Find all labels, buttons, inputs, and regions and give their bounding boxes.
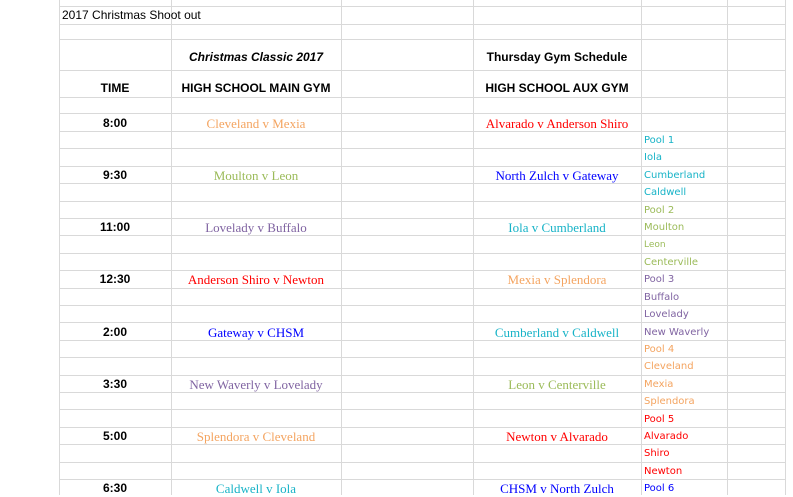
aux-gym-game: Leon v Centerville <box>508 377 606 392</box>
aux-gym-schedule-title: Thursday Gym Schedule <box>486 50 628 64</box>
pool-team: Centerville <box>644 257 699 268</box>
pool-heading: Pool 5 <box>644 414 675 425</box>
main-gym-game: Cleveland v Mexia <box>206 116 306 131</box>
aux-gym-game: Iola v Cumberland <box>508 220 606 235</box>
pool-team: Iola <box>644 152 662 163</box>
aux-gym-game: North Zulch v Gateway <box>495 168 619 183</box>
pool-heading: Pool 1 <box>644 135 675 146</box>
pool-team: New Waverly <box>644 327 710 338</box>
grid-row-line <box>59 201 786 202</box>
grid-row-line <box>59 97 786 98</box>
pool-team: Mexia <box>644 379 674 390</box>
sheet-title: 2017 Christmas Shoot out <box>62 8 201 22</box>
grid-row-line <box>59 70 786 71</box>
pool-team: Alvarado <box>644 431 689 442</box>
main-gym-game: Moulton v Leon <box>213 168 299 183</box>
time-slot: 8:00 <box>102 116 128 130</box>
pool-team: Cleveland <box>644 361 694 372</box>
grid-row-line <box>59 39 786 40</box>
pool-team: Shiro <box>644 448 670 459</box>
time-slot: 3:30 <box>102 377 128 391</box>
main-gym-event-title: Christmas Classic 2017 <box>188 50 324 64</box>
pool-team: Caldwell <box>644 187 687 198</box>
time-slot: 12:30 <box>99 272 131 286</box>
pool-team: Buffalo <box>644 292 680 303</box>
grid-row-line <box>59 113 786 114</box>
aux-gym-header: HIGH SCHOOL AUX GYM <box>485 81 629 95</box>
pool-team: Splendora <box>644 396 695 407</box>
pool-team: Cumberland <box>644 170 706 181</box>
main-gym-game: New Waverly v Lovelady <box>189 377 323 392</box>
time-header: TIME <box>100 81 130 95</box>
aux-gym-game: Newton v Alvarado <box>506 429 608 444</box>
main-gym-game: Splendora v Cleveland <box>196 429 316 444</box>
time-slot: 9:30 <box>102 168 128 182</box>
pool-team: Newton <box>644 466 683 477</box>
aux-gym-game: Alvarado v Anderson Shiro <box>485 116 629 131</box>
pool-team: Lovelady <box>644 309 689 320</box>
grid-row-line <box>59 148 786 149</box>
pool-team: Leon <box>644 240 666 250</box>
main-gym-game: Anderson Shiro v Newton <box>187 272 325 287</box>
main-gym-header: HIGH SCHOOL MAIN GYM <box>181 81 331 95</box>
main-gym-game: Caldwell v Iola <box>215 481 297 496</box>
pool-heading: Pool 2 <box>644 205 675 216</box>
time-slot: 11:00 <box>99 220 131 234</box>
time-slot: 5:00 <box>102 429 128 443</box>
main-gym-game: Lovelady v Buffalo <box>205 220 307 235</box>
pool-heading: Pool 4 <box>644 344 675 355</box>
pool-heading: Pool 3 <box>644 274 675 285</box>
aux-gym-game: CHSM v North Zulch <box>500 481 614 496</box>
time-slot: 2:00 <box>102 325 128 339</box>
time-slot: 6:30 <box>102 481 128 495</box>
pool-heading: Pool 6 <box>644 483 675 494</box>
aux-gym-game: Cumberland v Caldwell <box>494 325 620 340</box>
grid-row-line <box>59 24 786 25</box>
pool-team: Moulton <box>644 222 685 233</box>
aux-gym-game: Mexia v Splendora <box>507 272 607 287</box>
main-gym-game: Gateway v CHSM <box>207 325 305 340</box>
